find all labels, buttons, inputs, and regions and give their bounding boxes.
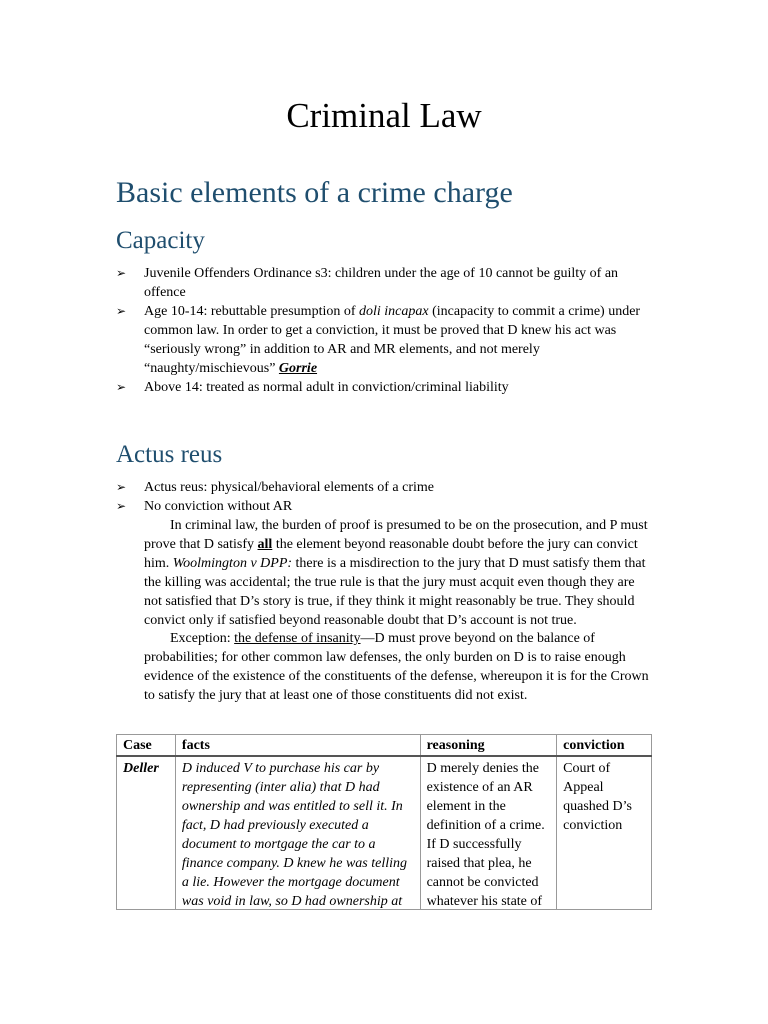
list-item-text: No conviction without AR — [144, 499, 293, 514]
emphasis-all: all — [257, 537, 273, 552]
cell-reasoning — [420, 756, 557, 910]
cell-case — [117, 756, 176, 910]
list-item — [116, 264, 656, 302]
burden-text-pre: In criminal law, the burden of proof is presumed to be on the prosecution, and P must prove that D satisfy — [144, 518, 648, 552]
section-heading-basic-elements: Basic elements of a crime charge — [116, 176, 513, 209]
list-item-text: Above 14: treated as normal adult in conviction/criminal liability — [144, 380, 509, 395]
exception-text-post: —D must prove beyond on the balance of probabilities; for other common law defenses, the only burden on D is to raise enough evidence of the existence of the constituents of the defense, whereupon it is for the Crown to satisfy the jury that at least one of those constituents did not exist. — [144, 631, 649, 703]
case-citation-woolmington: Woolmington v DPP: — [172, 556, 293, 571]
table-header-row — [117, 735, 652, 757]
burden-of-proof-paragraph — [144, 516, 656, 630]
list-item-text-pre: Age 10-14: rebuttable presumption of — [144, 304, 360, 319]
case-name-deller: Deller — [123, 761, 159, 776]
arrow-bullet-icon: ➢ — [116, 499, 127, 513]
table-row — [117, 756, 652, 910]
list-item — [116, 302, 656, 378]
arrow-bullet-icon: ➢ — [116, 380, 127, 394]
case-citation-gorrie: Gorrie — [278, 361, 318, 376]
arrow-bullet-icon: ➢ — [116, 304, 127, 318]
burden-text-mid: the element beyond reasonable doubt before the jury can convict him. — [144, 537, 638, 571]
exception-text-pre: Exception: — [170, 631, 235, 646]
facts-text: D induced V to purchase his car by representing (inter alia) that D had ownership and was entitled to sell it. In fact, D had previously executed a document to mortgage the car to a finance company. D knew he was telling a lie. However the mortgage document was void in law, so D had ownership at — [181, 761, 408, 909]
column-header-case: Case — [117, 735, 176, 757]
document-title: Criminal Law — [286, 96, 482, 135]
subheading-actus-reus: Actus reus — [116, 441, 223, 468]
burden-text-post: there is a misdirection to the jury that D must satisfy them that the killing was accidental; the true rule is that the jury must acquit even though they are not satisfied that D’s story is true, if they think it might reasonably be true. They should convict only if satisfied beyond reasonable doubt that D’s account is not true. — [144, 556, 646, 628]
subheading-capacity: Capacity — [116, 227, 205, 254]
list-item — [116, 378, 656, 397]
case-table — [116, 734, 652, 910]
cell-facts — [175, 756, 420, 910]
reasoning-text: D merely denies the existence of an AR element in the definition of a crime. If D successfully raised that plea, he cannot be convicted whatever his state of — [426, 761, 545, 909]
column-header-conviction: conviction — [557, 735, 652, 757]
term-doli-incapax: doli incapax — [359, 304, 429, 319]
insanity-defense-term: the defense of insanity — [234, 631, 361, 646]
column-header-facts: facts — [175, 735, 420, 757]
list-item-text: Actus reus: physical/behavioral elements of a crime — [144, 480, 435, 495]
column-header-reasoning: reasoning — [420, 735, 557, 757]
list-item-text: Juvenile Offenders Ordinance s3: children under the age of 10 cannot be guilty of an offence — [144, 266, 619, 300]
conviction-text: Court of Appeal quashed D’s conviction — [563, 761, 632, 833]
list-item-text-post: (incapacity to commit a crime) under common law. In order to get a conviction, it must be proved that D knew his act was “seriously wrong” in addition to AR and MR elements, and not merely “naughty/mischievous” — [144, 304, 641, 376]
arrow-bullet-icon: ➢ — [116, 480, 127, 494]
list-item — [116, 478, 656, 497]
actus-bullet-list — [116, 478, 656, 516]
exception-paragraph — [144, 629, 656, 705]
arrow-bullet-icon: ➢ — [116, 266, 127, 280]
list-item — [116, 497, 656, 516]
capacity-bullet-list — [116, 264, 656, 397]
cell-conviction — [557, 756, 652, 910]
